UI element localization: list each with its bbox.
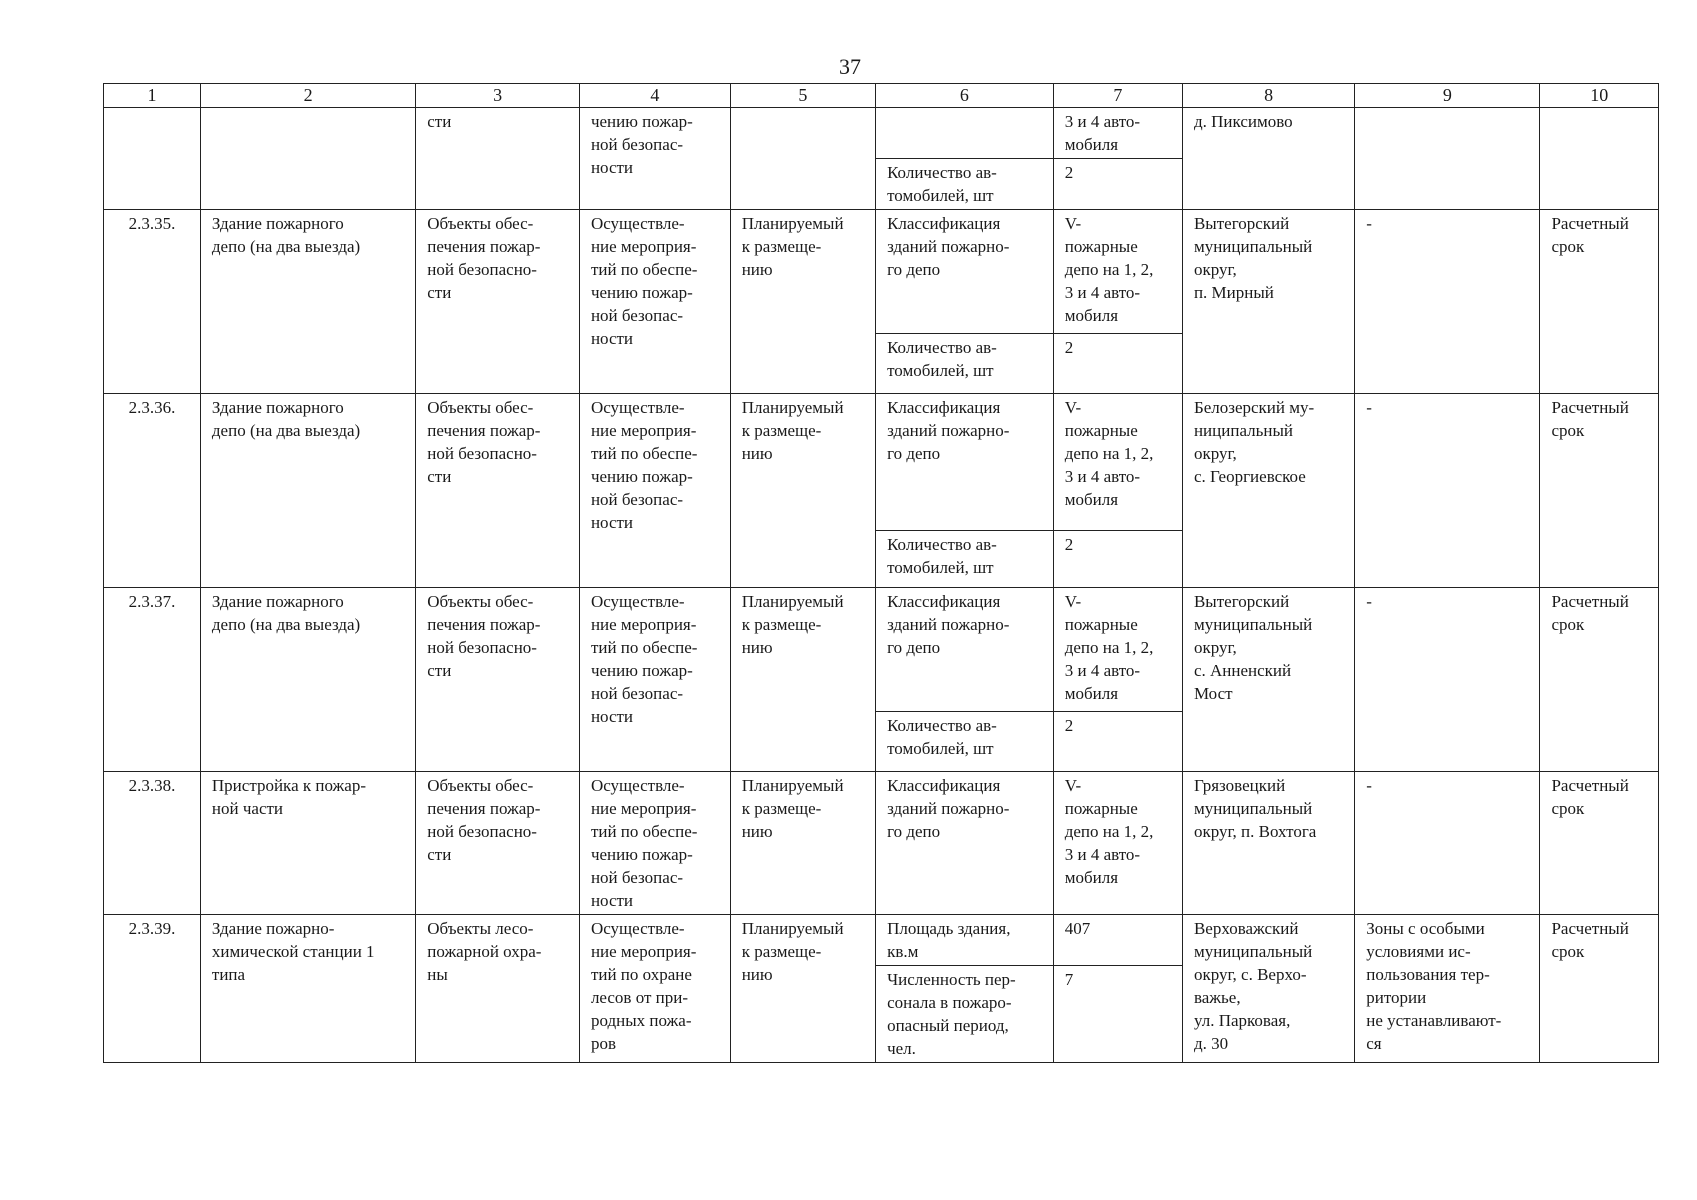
- cell-purpose: Объекты лесо- пожарной охра- ны: [416, 915, 580, 1063]
- cell-term: [1540, 108, 1659, 210]
- column-header: 5: [730, 84, 875, 108]
- planned-objects-table: [103, 83, 1659, 1063]
- cell-zones: [1355, 108, 1540, 210]
- cell-status: Планируемый к размеще- нию: [730, 772, 875, 915]
- cell-purpose: Объекты обес- печения пожар- ной безопасно- сти: [416, 588, 580, 772]
- cell-parameter: Площадь здания, кв.м: [876, 915, 1054, 966]
- column-header: 10: [1540, 84, 1659, 108]
- cell-purpose: Объекты обес- печения пожар- ной безопасно- сти: [416, 394, 580, 588]
- cell-parameter: Классификация зданий пожарно- го депо: [876, 772, 1054, 915]
- cell-parameter: Классификация зданий пожарно- го депо: [876, 210, 1054, 334]
- cell-basis: Осуществле- ние мероприя- тий по обеспе- чению пожар- ной безопас- ности: [579, 772, 730, 915]
- cell-number: [104, 108, 201, 210]
- cell-parameter: Количество ав- томобилей, шт: [876, 531, 1054, 588]
- cell-location: Белозерский му- ниципальный округ, с. Георгиевское: [1182, 394, 1354, 588]
- column-header: 8: [1182, 84, 1354, 108]
- cell-zones: Зоны с особыми условиями ис- пользования тер- ритории не устанавливают- ся: [1355, 915, 1540, 1063]
- cell-purpose: сти: [416, 108, 580, 210]
- cell-basis: Осуществле- ние мероприя- тий по обеспе- чению пожар- ной безопас- ности: [579, 588, 730, 772]
- column-header: 3: [416, 84, 580, 108]
- cell-number: 2.3.39.: [104, 915, 201, 1063]
- cell-zones: -: [1355, 210, 1540, 394]
- cell-value: V- пожарные депо на 1, 2, 3 и 4 авто- мобиля: [1053, 588, 1182, 712]
- cell-term: Расчетный срок: [1540, 394, 1659, 588]
- table-row: [104, 210, 1659, 334]
- cell-parameter: Классификация зданий пожарно- го депо: [876, 394, 1054, 531]
- cell-status: Планируемый к размеще- нию: [730, 210, 875, 394]
- cell-parameter: [876, 108, 1054, 159]
- cell-name: Здание пожарного депо (на два выезда): [200, 588, 415, 772]
- cell-basis: Осуществле- ние мероприя- тий по обеспе- чению пожар- ной безопас- ности: [579, 394, 730, 588]
- cell-number: 2.3.35.: [104, 210, 201, 394]
- cell-value: 2: [1053, 159, 1182, 210]
- page-number: 37: [839, 54, 861, 79]
- cell-value: 2: [1053, 334, 1182, 394]
- cell-name: [200, 108, 415, 210]
- cell-value: V- пожарные депо на 1, 2, 3 и 4 авто- мобиля: [1053, 210, 1182, 334]
- cell-status: Планируемый к размеще- нию: [730, 915, 875, 1063]
- cell-parameter: Количество ав- томобилей, шт: [876, 334, 1054, 394]
- cell-purpose: Объекты обес- печения пожар- ной безопасно- сти: [416, 210, 580, 394]
- cell-parameter: Численность пер- сонала в пожаро- опасный период, чел.: [876, 966, 1054, 1063]
- cell-zones: -: [1355, 772, 1540, 915]
- cell-number: 2.3.38.: [104, 772, 201, 915]
- cell-name: Здание пожарного депо (на два выезда): [200, 210, 415, 394]
- cell-term: Расчетный срок: [1540, 915, 1659, 1063]
- cell-location: д. Пиксимово: [1182, 108, 1354, 210]
- cell-value: 2: [1053, 712, 1182, 772]
- cell-name: Пристройка к пожар- ной части: [200, 772, 415, 915]
- cell-status: Планируемый к размеще- нию: [730, 394, 875, 588]
- table-header-row: [104, 84, 1659, 108]
- table-row: [104, 772, 1659, 915]
- cell-value: 7: [1053, 966, 1182, 1063]
- cell-number: 2.3.36.: [104, 394, 201, 588]
- cell-value: 407: [1053, 915, 1182, 966]
- cell-parameter: Количество ав- томобилей, шт: [876, 159, 1054, 210]
- cell-location: Вытегорский муниципальный округ, с. Анненский Мост: [1182, 588, 1354, 772]
- cell-basis: чению пожар- ной безопас- ности: [579, 108, 730, 210]
- cell-basis: Осуществле- ние мероприя- тий по охране лесов от при- родных пожа- ров: [579, 915, 730, 1063]
- cell-name: Здание пожарного депо (на два выезда): [200, 394, 415, 588]
- cell-location: Вытегорский муниципальный округ, п. Мирный: [1182, 210, 1354, 394]
- continued-row: [104, 108, 1659, 159]
- column-header: 2: [200, 84, 415, 108]
- table-row: [104, 394, 1659, 531]
- cell-term: Расчетный срок: [1540, 588, 1659, 772]
- table-row: [104, 588, 1659, 712]
- cell-value: 3 и 4 авто- мобиля: [1053, 108, 1182, 159]
- column-header: 1: [104, 84, 201, 108]
- cell-number: 2.3.37.: [104, 588, 201, 772]
- cell-location: Грязовецкий муниципальный округ, п. Вохтога: [1182, 772, 1354, 915]
- column-header: 4: [579, 84, 730, 108]
- cell-status: [730, 108, 875, 210]
- cell-zones: -: [1355, 394, 1540, 588]
- cell-purpose: Объекты обес- печения пожар- ной безопасно- сти: [416, 772, 580, 915]
- column-header: 6: [876, 84, 1054, 108]
- column-header: 9: [1355, 84, 1540, 108]
- cell-status: Планируемый к размеще- нию: [730, 588, 875, 772]
- cell-parameter: Классификация зданий пожарно- го депо: [876, 588, 1054, 712]
- cell-location: Верховажский муниципальный округ, с. Верхо- важье, ул. Парковая, д. 30: [1182, 915, 1354, 1063]
- cell-term: Расчетный срок: [1540, 772, 1659, 915]
- cell-term: Расчетный срок: [1540, 210, 1659, 394]
- cell-value: 2: [1053, 531, 1182, 588]
- column-header: 7: [1053, 84, 1182, 108]
- table-row: [104, 915, 1659, 966]
- cell-basis: Осуществле- ние мероприя- тий по обеспе- чению пожар- ной безопас- ности: [579, 210, 730, 394]
- cell-zones: -: [1355, 588, 1540, 772]
- cell-value: V- пожарные депо на 1, 2, 3 и 4 авто- мобиля: [1053, 772, 1182, 915]
- cell-name: Здание пожарно- химической станции 1 типа: [200, 915, 415, 1063]
- cell-parameter: Количество ав- томобилей, шт: [876, 712, 1054, 772]
- cell-value: V- пожарные депо на 1, 2, 3 и 4 авто- мобиля: [1053, 394, 1182, 531]
